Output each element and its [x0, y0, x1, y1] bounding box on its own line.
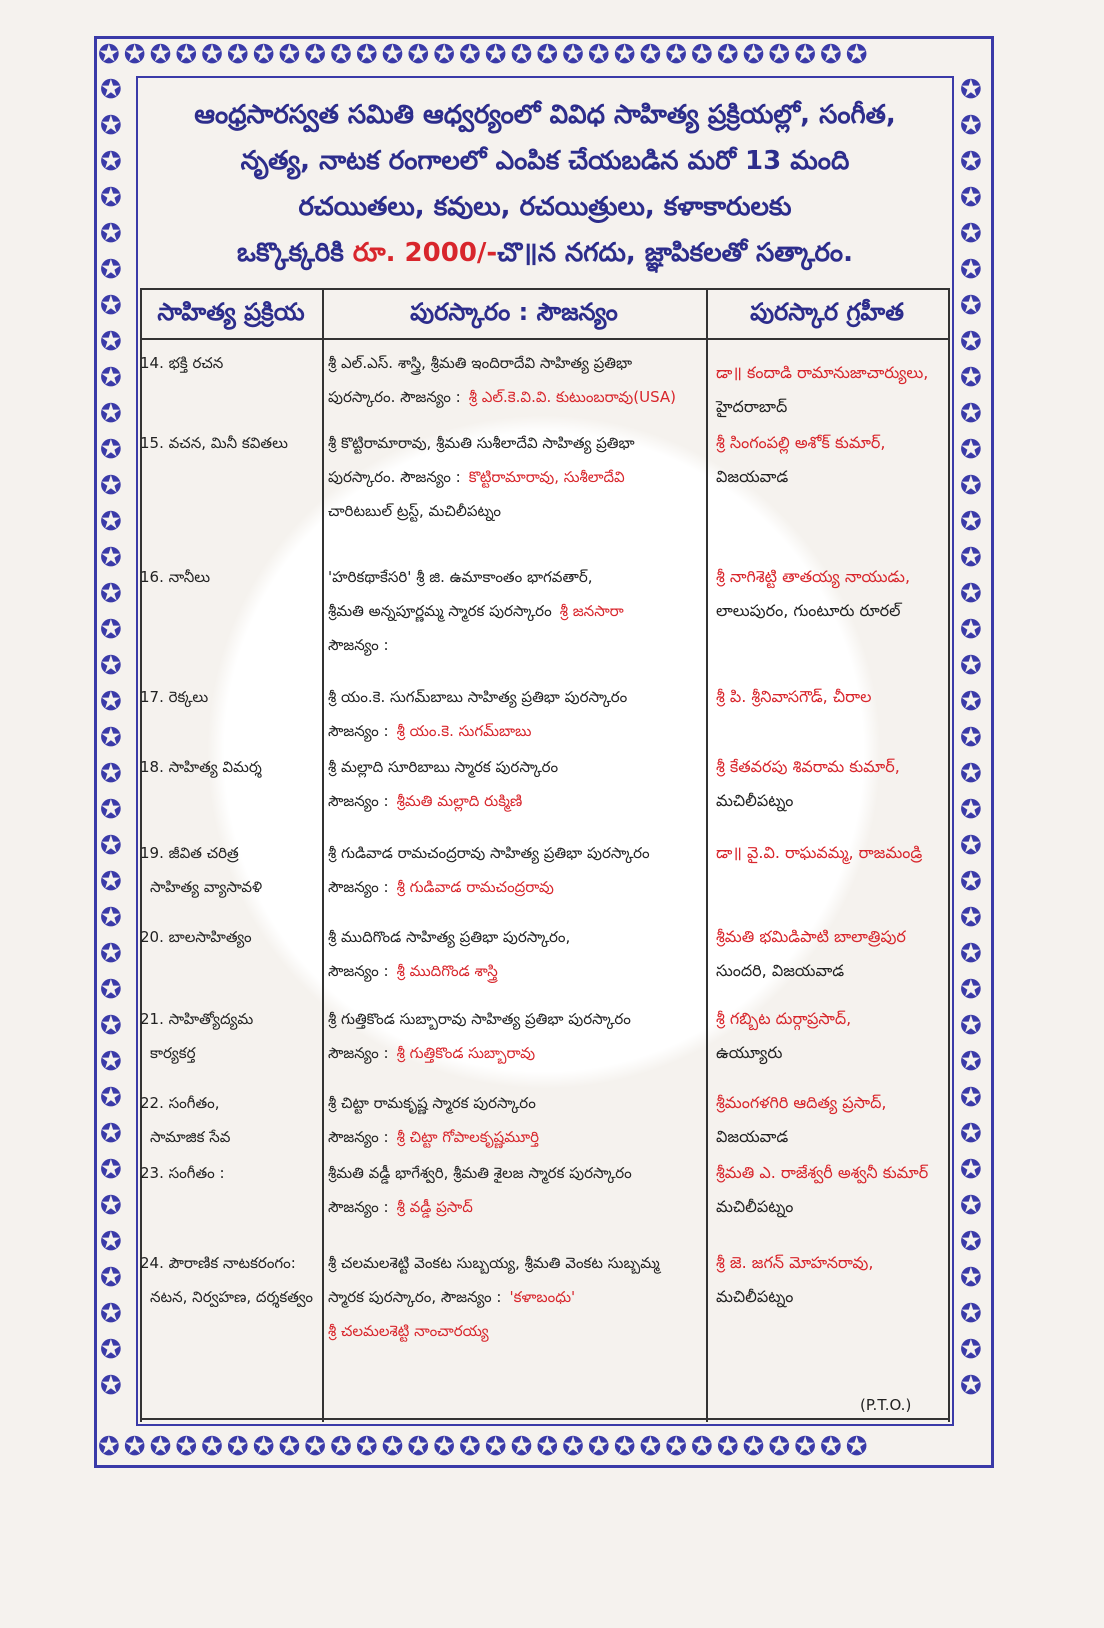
recipient-cell [716, 1246, 950, 1314]
award-text-part: శ్రీ గుత్తికొండ సుబ్బారావు సాహిత్య ప్రతిభా పురస్కారం [328, 1010, 631, 1028]
recipient-cell [716, 680, 950, 714]
sponsor-name: కొట్టిరామారావు, సుశీలాదేవి [468, 468, 625, 486]
category-cell [140, 1246, 320, 1314]
recipient-place: మచిలీపట్నం [716, 1197, 794, 1216]
award-text [328, 560, 698, 594]
award-text [328, 714, 698, 748]
recipient-cell [716, 920, 950, 988]
award-text-part: శ్రీమతి వడ్డీ భాగేశ్వరి, శ్రీమతి శైలజ స్మారక పురస్కారం [328, 1164, 632, 1182]
award-text-part: స్మారక పురస్కారం, సౌజన్యం : [328, 1288, 502, 1306]
category-cell [140, 560, 320, 594]
category-cell [140, 1002, 320, 1070]
recipient-place: హైదరాబాద్ [716, 397, 788, 416]
heading-line-4-prefix: ఒక్కొక్కరికి [237, 238, 344, 268]
sponsor-name: శ్రీ జనసారా [559, 602, 624, 620]
recipient-place: విజయవాడ [716, 1127, 789, 1146]
award-text [328, 1156, 698, 1190]
award-cell [328, 920, 698, 988]
category-cell [140, 680, 320, 714]
category-text: 14. భక్తి రచన [140, 354, 224, 372]
sponsor-name: శ్రీ గుత్తికొండ సుబ్బారావు [396, 1044, 536, 1062]
award-text [328, 426, 698, 460]
award-cell [328, 750, 698, 818]
star-border-right: ✪✪✪✪✪✪✪✪✪✪✪✪✪✪✪✪✪✪✪✪✪✪✪✪✪✪✪✪✪✪✪✪✪✪✪✪✪ [960, 75, 982, 1401]
prize-amount: రూ. 2000/- [352, 238, 498, 268]
award-text-part: సౌజన్యం : [328, 1044, 389, 1062]
recipient-cell [716, 750, 950, 818]
award-text [328, 836, 698, 870]
recipient-cell [716, 1086, 950, 1154]
category-text: 19. జీవిత చరిత్ర [140, 844, 239, 862]
recipient-cell [716, 1156, 950, 1224]
category-text: సామాజిక సేవ [150, 1128, 231, 1146]
category-text: 20. బాలసాహిత్యం [140, 928, 252, 946]
recipient-cell [716, 1002, 950, 1070]
recipient-name: డా॥ వై.వి. రాఘవమ్మ, రాజమండ్రి [716, 843, 923, 862]
recipient-cell [716, 356, 950, 424]
header-award: పురస్కారం : సౌజన్యం [410, 298, 618, 326]
header-recipient: పురస్కార గ్రహీత [750, 298, 904, 326]
award-text-part: శ్రీ చలమలశెట్టి వెంకట సుబ్బయ్య, శ్రీమతి వెంకట సుబ్బమ్మ [328, 1254, 660, 1272]
category-cell [140, 426, 320, 460]
heading-line-1: ఆంధ్రసారస్వత సమితి ఆధ్వర్యంలో వివిధ సాహిత్య ప్రక్రియల్లో, సంగీత, [194, 100, 896, 130]
recipient-name: శ్రీ సింగంపల్లి అశోక్ కుమార్, [716, 433, 886, 452]
recipient-place: మచిలీపట్నం [716, 791, 794, 810]
award-cell [328, 426, 698, 528]
recipient-name: డా॥ కందాడి రామానుజాచార్యులు, [716, 363, 929, 382]
category-cell [140, 1156, 320, 1190]
star-border-top: ✪✪✪✪✪✪✪✪✪✪✪✪✪✪✪✪✪✪✪✪✪✪✪✪✪✪✪✪✪✪ [98, 40, 872, 70]
award-text-part: సౌజన్యం : [328, 962, 389, 980]
award-text-part: శ్రీ గుడివాడ రామచంద్రరావు సాహిత్య ప్రతిభా పురస్కారం [328, 844, 650, 862]
header-bottom-line [140, 338, 950, 340]
recipient-cell [716, 426, 950, 494]
award-text-part: సౌజన్యం : [328, 722, 389, 740]
award-cell [328, 1156, 698, 1224]
star-border-left: ✪✪✪✪✪✪✪✪✪✪✪✪✪✪✪✪✪✪✪✪✪✪✪✪✪✪✪✪✪✪✪✪✪✪✪✪✪ [100, 75, 122, 1401]
award-text-part: సౌజన్యం : [328, 636, 389, 654]
announcement-heading [150, 92, 940, 276]
award-cell [328, 346, 698, 414]
award-text-part: శ్రీ చిట్టా రామకృష్ణ స్మారక పురస్కారం [328, 1094, 536, 1112]
award-text [328, 460, 698, 494]
sponsor-name: శ్రీ యం.కె. సుగమ్‌బాబు [396, 722, 532, 740]
award-cell [328, 1246, 698, 1348]
recipient-name: శ్రీ గబ్బిట దుర్గాప్రసాద్, [716, 1009, 852, 1028]
award-cell [328, 1002, 698, 1070]
category-cell [140, 346, 320, 380]
category-cell [140, 750, 320, 784]
award-text [328, 954, 698, 988]
award-text-part: పురస్కారం. సౌజన్యం : [328, 388, 461, 406]
award-text [328, 380, 698, 414]
category-text: 21. సాహిత్యోద్యమ [140, 1010, 254, 1028]
sponsor-name-2: శ్రీ చలమలశెట్టి నాంచారయ్య [328, 1322, 489, 1340]
award-cell [328, 560, 698, 662]
award-text [328, 680, 698, 714]
sponsor-name: శ్రీ ఎల్.కె.వి.వి. కుటుంబరావు(USA) [468, 388, 676, 406]
award-text-part: శ్రీమతి అన్నపూర్ణమ్మ స్మారక పురస్కారం [328, 602, 552, 620]
category-cell [140, 836, 320, 904]
category-text: 18. సాహిత్య విమర్శ [140, 758, 262, 776]
award-text [328, 1120, 698, 1154]
category-text: 24. పౌరాణిక నాటకరంగం: [140, 1254, 296, 1272]
column-divider-1 [322, 288, 324, 1422]
category-text: 16. నానీలు [140, 568, 211, 586]
pto-note: (P.T.O.) [860, 1396, 912, 1414]
award-cell [328, 1086, 698, 1154]
star-border-bottom: ✪✪✪✪✪✪✪✪✪✪✪✪✪✪✪✪✪✪✪✪✪✪✪✪✪✪✪✪✪✪ [98, 1432, 872, 1462]
sponsor-name: 'కళాబంధు' [509, 1288, 576, 1306]
recipient-name: శ్రీ పి. శ్రీనివాసగౌడ్, చీరాల [716, 687, 872, 706]
award-text [328, 1190, 698, 1224]
column-divider-2 [706, 288, 708, 1422]
sponsor-name: శ్రీ చిట్టా గోపాలకృష్ణమూర్తి [396, 1128, 540, 1146]
recipient-place: ఉయ్యూరు [716, 1043, 783, 1062]
award-text-part: చారిటబుల్ ట్రస్ట్, మచిలీపట్నం [328, 502, 502, 520]
award-text [328, 870, 698, 904]
award-text-part: శ్రీ యం.కె. సుగమ్‌బాబు సాహిత్య ప్రతిభా పురస్కారం [328, 688, 628, 706]
category-text: 23. సంగీతం : [140, 1164, 225, 1182]
recipient-cell [716, 836, 950, 870]
award-text [328, 1280, 698, 1314]
award-text [328, 1246, 698, 1280]
recipient-place: విజయవాడ [716, 467, 789, 486]
recipient-name: శ్రీ జె. జగన్ మోహనరావు, [716, 1253, 874, 1272]
heading-line-4 [150, 230, 940, 276]
recipient-place: మచిలీపట్నం [716, 1287, 794, 1306]
sponsor-name: శ్రీమతి మల్లాది రుక్మిణి [396, 792, 523, 810]
recipient-name: శ్రీమంగళగిరి ఆదిత్య ప్రసాద్, [716, 1093, 887, 1112]
category-text: సాహిత్య వ్యాసావళి [150, 878, 263, 896]
award-cell [328, 836, 698, 904]
table-top-line [140, 288, 950, 290]
award-text [328, 784, 698, 818]
recipient-place: సుందరి, విజయవాడ [716, 961, 845, 980]
award-text-part: పురస్కారం. సౌజన్యం : [328, 468, 461, 486]
award-text [328, 594, 698, 628]
recipient-name: శ్రీ కేతవరపు శివరామ కుమార్, [716, 757, 900, 776]
award-text [328, 346, 698, 380]
category-text: 15. వచన, మినీ కవితలు [140, 434, 288, 452]
heading-line-4-suffix: చొ॥న నగదు, జ్ఞాపికలతో సత్కారం. [497, 238, 853, 268]
recipient-name: శ్రీ నాగిశెట్టి తాతయ్య నాయుడు, [716, 567, 911, 586]
award-text-part: సౌజన్యం : [328, 1198, 389, 1216]
heading-line-3: రచయితలు, కవులు, రచయిత్రులు, కళాకారులకు [298, 192, 792, 222]
header-category: సాహిత్య ప్రక్రియ [157, 298, 305, 326]
award-text-part: శ్రీ కొట్టిరామారావు, శ్రీమతి సుశీలాదేవి సాహిత్య ప్రతిభా [328, 434, 635, 452]
category-text: కార్యకర్త [150, 1044, 196, 1062]
award-text-part: సౌజన్యం : [328, 792, 389, 810]
award-text-part: సౌజన్యం : [328, 1128, 389, 1146]
recipient-place: లాలుపురం, గుంటూరు రూరల్ [716, 601, 901, 620]
award-text [328, 750, 698, 784]
sponsor-name: శ్రీ ముదిగొండ శాస్త్రి [396, 962, 498, 980]
heading-line-2: నృత్య, నాటక రంగాలలో ఎంపిక చేయబడిన మరో 13 మంది [240, 146, 850, 176]
recipient-name: శ్రీమతి భమిడిపాటి బాలాత్రిపుర [716, 927, 906, 946]
award-text-part: 'హరికథాకేసరి' శ్రీ జి. ఉమాకాంతం భాగవతార్, [328, 568, 593, 586]
awards-table [140, 288, 950, 1422]
award-text [328, 1086, 698, 1120]
award-text-part: శ్రీ ఎల్.ఎస్. శాస్త్రి, శ్రీమతి ఇందిరాదేవి సాహిత్య ప్రతిభా [328, 354, 633, 372]
award-text-part: శ్రీ ముదిగొండ సాహిత్య ప్రతిభా పురస్కారం, [328, 928, 571, 946]
recipient-name: శ్రీమతి ఎ. రాజేశ్వరీ అశ్వనీ కుమార్ [716, 1163, 929, 1182]
award-cell [328, 680, 698, 748]
award-text [328, 920, 698, 954]
award-text [328, 1002, 698, 1036]
award-text [328, 494, 698, 528]
award-text [328, 628, 698, 662]
sponsor-name: శ్రీ వడ్డీ ప్రసాద్ [396, 1198, 473, 1216]
award-text-part: సౌజన్యం : [328, 878, 389, 896]
award-text-part: శ్రీ మల్లాది సూరిబాబు స్మారక పురస్కారం [328, 758, 559, 776]
recipient-cell [716, 560, 950, 628]
category-text: 17. రెక్కలు [140, 688, 209, 706]
table-bottom-line [140, 1418, 950, 1420]
category-text: 22. సంగీతం, [140, 1094, 220, 1112]
award-text [328, 1036, 698, 1070]
category-cell [140, 1086, 320, 1154]
category-cell [140, 920, 320, 954]
sponsor-name: శ్రీ గుడివాడ రామచంద్రరావు [396, 878, 554, 896]
category-text: నటన, నిర్వహణ, దర్శకత్వం [150, 1288, 313, 1306]
